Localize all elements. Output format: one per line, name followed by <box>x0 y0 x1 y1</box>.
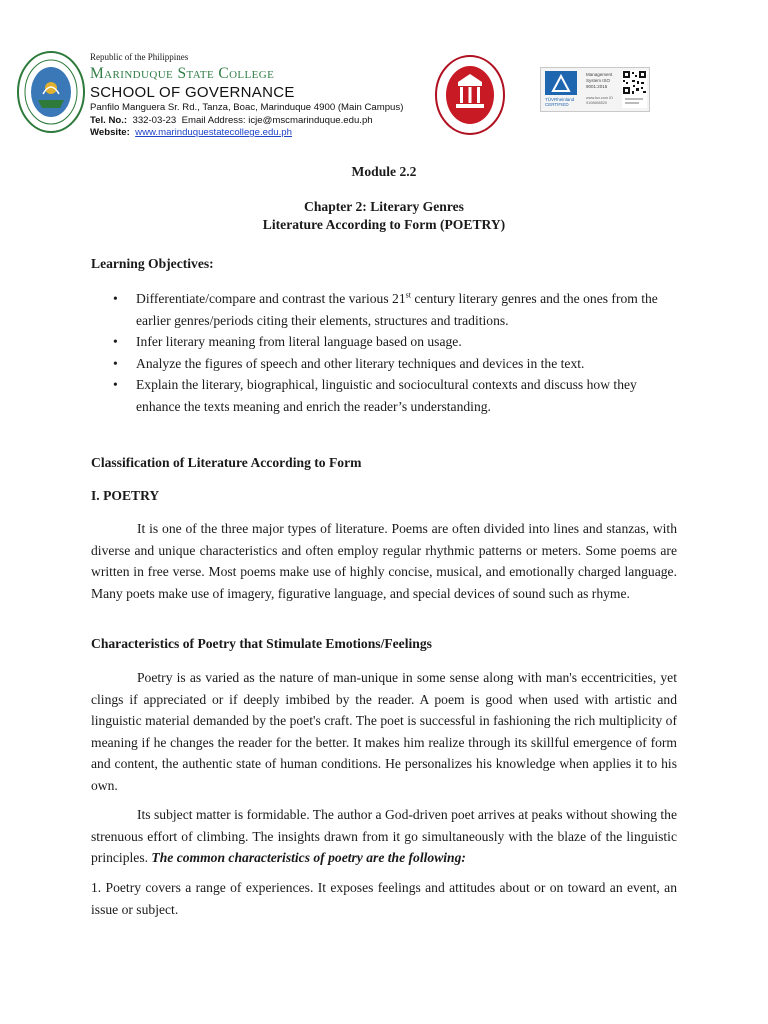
website-label: Website: <box>90 127 130 138</box>
email-label: Email Address: <box>181 115 246 126</box>
website-link[interactable]: www.marinduquestatecollege.edu.ph <box>135 127 292 138</box>
chapter-subtitle: Literature According to Form (POETRY) <box>262 217 506 232</box>
cert-name: TÜVRheinland CERTIFIED <box>545 97 575 107</box>
poetry-heading: I. POETRY <box>91 488 160 503</box>
poetry-paragraph: It is one of the three major types of literature. Poems are often divided into lines and stanzas, with diverse and unique characteristics and often employ regular rhythmic patterns or meters. Some poems are written in free verse. Most poems make use of highly concise, musical, and emotionally charged language. Many poets make use of imagery, figurative language, and special devices of sound such as rhyme. <box>91 521 677 601</box>
objective-item: • Explain the literary, biographical, linguistic and sociocultural contexts and discuss how they enhance the texts meaning and enrich the reader’s understanding. <box>113 377 637 414</box>
characteristics-paragraph-1: Poetry is as varied as the nature of man-unique in some sense along with man's eccentricities, yet clings if appreciated or if deeply imbibed by the reader. A poem is good when used with artistic and linguistic material demanded by the poet's craft. The poet is successful in fashioning the rich multiplicity of meaning if he changes the reader for the better. It makes him realize through its skillful emergence of form and content, the authentic state of human conditions. He personalizes his knowledge when applies it to his own. <box>91 670 677 793</box>
tel-value: 332-03-23 <box>132 115 177 126</box>
college-name: Marinduque State College <box>90 65 275 82</box>
characteristic-item-1: 1. Poetry covers a range of experiences. It exposes feelings and attitudes about or on toward an event, an issue or subject. <box>91 880 677 917</box>
website-line <box>90 127 292 138</box>
qr-code-icon <box>622 70 647 108</box>
paragraph-text: Its subject matter is formidable. The author a God-driven poet arrives at peaks without showing the strenuous effort of climbing. The insights drawn from it go simultaneously with the blaze of the linguistic principles. <box>91 807 677 865</box>
emphasis-text: The common characteristics of poetry are the following: <box>151 850 466 865</box>
school-name: SCHOOL OF GOVERNANCE <box>90 84 295 101</box>
republic-label: Republic of the Philippines <box>90 52 189 62</box>
objective-item: • Infer literary meaning from literal language based on usage. <box>113 334 462 349</box>
school-of-governance-seal-logo <box>434 54 506 136</box>
contact-line <box>90 115 373 126</box>
iso-certification-badge <box>540 67 650 112</box>
chapter-title: Chapter 2: Literary Genres <box>304 199 464 214</box>
characteristics-heading: Characteristics of Poetry that Stimulate Emotions/Feelings <box>91 636 432 651</box>
tel-label: Tel. No.: <box>90 115 128 126</box>
cert-badge-text: Management System ISO 9001:2015 <box>586 72 613 89</box>
objectives-heading: Learning Objectives: <box>91 256 214 271</box>
tuv-triangle-icon <box>545 71 577 95</box>
cert-sub-text: www.tuv.com ID 9108658520 <box>586 96 613 105</box>
characteristics-paragraph-2 <box>91 804 677 869</box>
address-line: Panfilo Manguera Sr. Rd., Tanza, Boac, Marinduque 4900 (Main Campus) <box>90 102 404 113</box>
objective-item: • Differentiate/compare and contrast the various 21st century literary genres and the ones from the earlier genres/periods citing their elements, structures and traditions. <box>113 290 658 328</box>
classification-heading: Classification of Literature According to Form <box>91 455 362 470</box>
email-value: icje@mscmarinduque.edu.ph <box>248 115 373 126</box>
college-seal-logo <box>16 50 86 134</box>
module-title: Module 2.2 <box>351 164 417 179</box>
objective-item: • Analyze the figures of speech and other literary techniques and devices in the text. <box>113 355 585 371</box>
objectives-list <box>90 288 680 417</box>
